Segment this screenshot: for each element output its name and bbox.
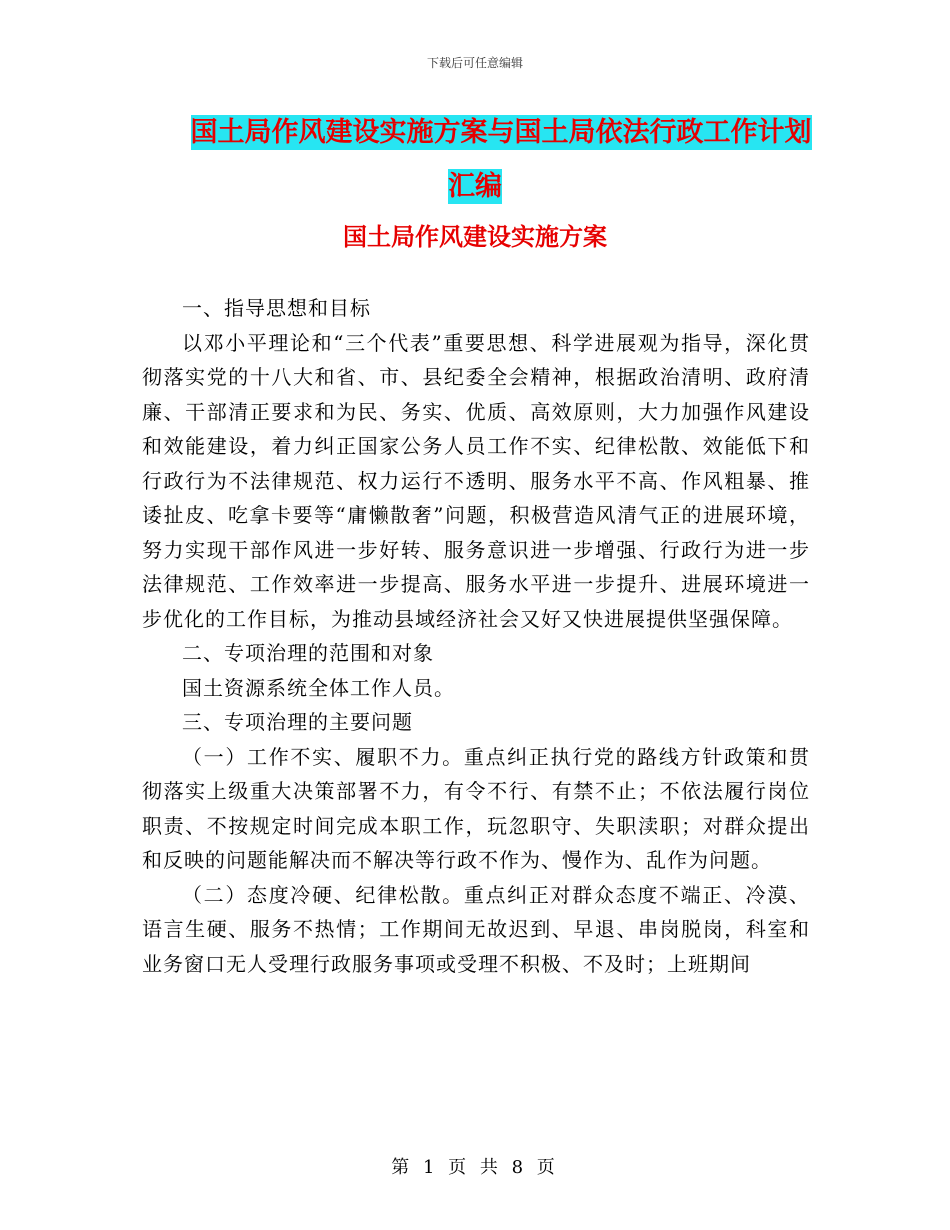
section-title: 国土局作风建设实施方案	[343, 222, 607, 251]
document-title	[0, 108, 950, 212]
header-note: 下载后可任意编辑	[426, 56, 523, 70]
document-body	[142, 291, 810, 981]
page-number: 第 1 页 共 8 页	[391, 1157, 559, 1178]
paragraph-guiding-principles: 以邓小平理论和“三个代表”重要思想、科学进展观为指导，深化贯彻落实党的十八大和省、市、县纪委全会精神，根据政治清明、政府清廉、干部清正要求和为民、务实、优质、高效原则，大力加强作风建设和效能建设，着力纠正国家公务人员工作不实、纪律松散、效能低下和行政行为不法律规范、权力运行不透明、服务水平不高、作风粗暴、推诿扯皮、吃拿卡要等“庸懒散奢”问题，积极营造风清气正的进展环境，努力实现干部作风进一步好转、服务意识进一步增强、行政行为进一步法律规范、工作效率进一步提高、服务水平进一步提升、进展环境进一步优化的工作目标，为推动县域经济社会又好又快进展提供坚强保障。	[142, 330, 810, 631]
paragraph-scope: 国土资源系统全体工作人员。	[182, 675, 455, 700]
heading-main-issues: 三、专项治理的主要问题	[182, 710, 413, 734]
heading-guiding-principles: 一、指导思想和目标	[182, 296, 371, 320]
document-title-line1: 国土局作风建设实施方案与国土局依法行政工作计划	[190, 117, 812, 148]
document-title-line2: 汇编	[448, 171, 502, 202]
heading-scope: 二、专项治理的范围和对象	[182, 641, 434, 665]
paragraph-issue-2: （二）态度冷硬、纪律松散。重点纠正对群众态度不端正、冷漠、语言生硬、服务不热情；工作期间无故迟到、早退、串岗脱岗，科室和业务窗口无人受理行政服务事项或受理不积极、不及时；上班期间	[142, 882, 810, 976]
paragraph-issue-1: （一）工作不实、履职不力。重点纠正执行党的路线方针政策和贯彻落实上级重大决策部署不力，有令不行、有禁不止；不依法履行岗位职责、不按规定时间完成本职工作，玩忽职守、失职渎职；对群众提出和反映的问题能解决而不解决等行政不作为、慢作为、乱作为问题。	[142, 744, 810, 872]
